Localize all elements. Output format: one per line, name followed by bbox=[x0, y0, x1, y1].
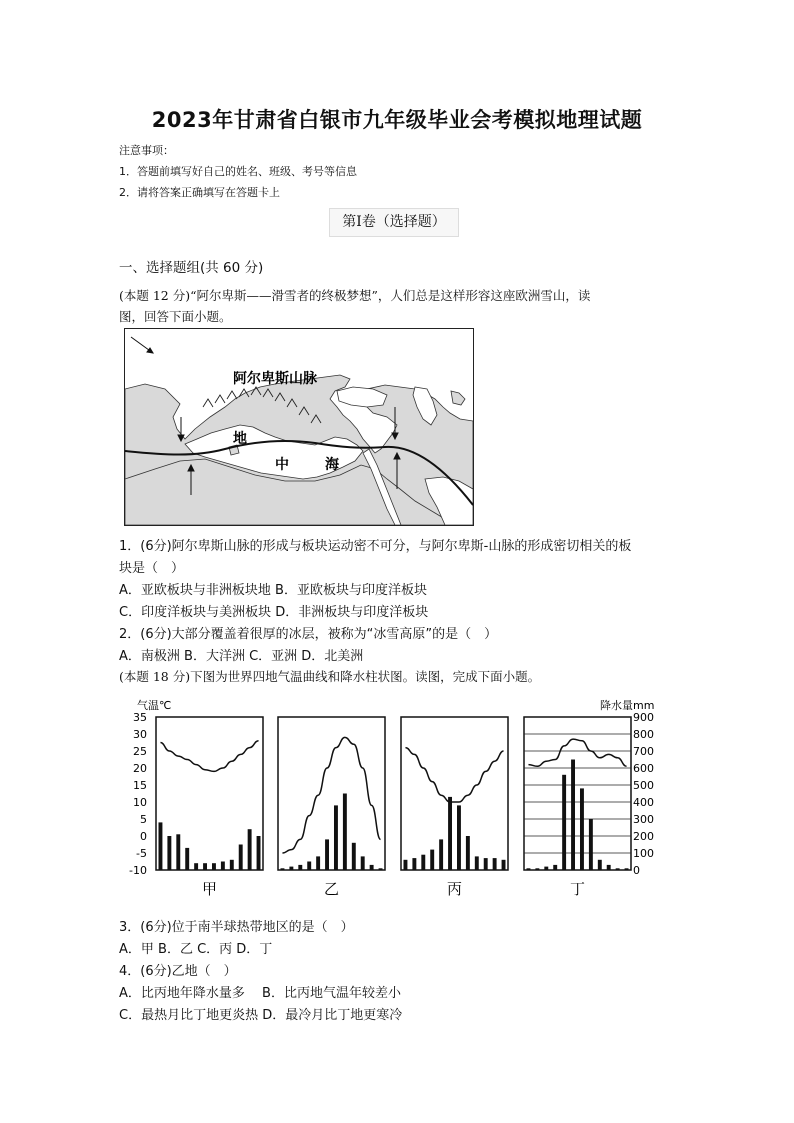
precip-bar bbox=[430, 850, 434, 870]
left-tick-label: 10 bbox=[133, 796, 147, 809]
left-tick-label: 5 bbox=[140, 813, 147, 826]
precip-bar bbox=[484, 858, 488, 870]
precip-bar bbox=[212, 863, 216, 870]
q2-stem: 2．(6分)大部分覆盖着很厚的冰层，被称为“冰雪高原”的是（ ） bbox=[119, 627, 498, 642]
left-tick-label: 30 bbox=[133, 728, 147, 741]
climate-panel-4 bbox=[524, 717, 631, 898]
q1-options-1: A．亚欧板块与非洲板块地 B．亚欧板块与印度洋板块 bbox=[119, 583, 427, 598]
precip-bar bbox=[502, 860, 506, 870]
precip-bar bbox=[361, 856, 365, 870]
left-tick-label: 15 bbox=[133, 779, 147, 792]
precip-bar bbox=[158, 822, 162, 870]
climate-panel-2 bbox=[278, 717, 385, 898]
right-tick-label: 200 bbox=[633, 830, 654, 843]
panel-name: 乙 bbox=[323, 880, 340, 898]
precip-bar bbox=[439, 839, 443, 870]
q1-line1: 1．(6分)阿尔卑斯山脉的形成与板块运动密不可分，与阿尔卑斯-山脉的形成密切相关的板 bbox=[119, 539, 632, 554]
precip-bar bbox=[194, 863, 198, 870]
left-tick-label: 35 bbox=[133, 711, 147, 724]
precip-bar bbox=[403, 860, 407, 870]
climate-charts bbox=[119, 696, 679, 905]
precip-bar bbox=[457, 805, 461, 870]
climate-panel-3 bbox=[401, 717, 508, 898]
precip-bar bbox=[493, 858, 497, 870]
right-tick-label: 400 bbox=[633, 796, 654, 809]
right-axis-label: 降水量mm bbox=[600, 699, 655, 712]
precip-bar bbox=[571, 760, 575, 871]
notice-item-2: 2．请将答案正确填写在答题卡上 bbox=[119, 186, 280, 199]
precip-bar bbox=[625, 868, 629, 870]
right-tick-label: 300 bbox=[633, 813, 654, 826]
left-tick-label: 20 bbox=[133, 762, 147, 775]
precip-bar bbox=[203, 863, 207, 870]
precip-bar bbox=[167, 836, 171, 870]
left-tick-label: -10 bbox=[129, 864, 147, 877]
precip-bar bbox=[230, 860, 234, 870]
precip-bar bbox=[289, 867, 293, 870]
precip-bar bbox=[343, 794, 347, 871]
right-tick-label: 800 bbox=[633, 728, 654, 741]
group1-intro-line1: (本题 12 分)“阿尔卑斯——滑雪者的终极梦想”，人们总是这样形容这座欧洲雪山，读 bbox=[119, 288, 591, 303]
section-title: 第I卷（选择题） bbox=[329, 208, 459, 237]
group-heading: 一、选择题组(共 60 分) bbox=[119, 260, 264, 276]
group1-intro-line2: 图，回答下面小题。 bbox=[119, 309, 232, 324]
left-axis-label: 气温℃ bbox=[137, 699, 172, 712]
q1-options-2: C．印度洋板块与美洲板块 D．非洲板块与印度洋板块 bbox=[119, 605, 429, 620]
precip-bar bbox=[379, 868, 383, 870]
alps-map bbox=[124, 328, 474, 526]
panel-name: 甲 bbox=[201, 880, 218, 898]
q3-options: A．甲 B．乙 C．丙 D．丁 bbox=[119, 942, 273, 957]
left-tick-label: 25 bbox=[133, 745, 147, 758]
group2-intro: (本题 18 分)下图为世界四地气温曲线和降水柱状图。读图，完成下面小题。 bbox=[119, 669, 541, 684]
panel-name: 丙 bbox=[446, 880, 463, 898]
precip-bar bbox=[448, 797, 452, 870]
right-tick-label: 500 bbox=[633, 779, 654, 792]
left-tick-label: -5 bbox=[136, 847, 147, 860]
precip-bar bbox=[280, 868, 284, 870]
alps-map-drawing bbox=[125, 329, 473, 525]
map-label-sea2: 中 bbox=[275, 457, 289, 473]
q1-line2: 块是（ ） bbox=[119, 561, 185, 576]
right-tick-label: 100 bbox=[633, 847, 654, 860]
precip-bar bbox=[316, 856, 320, 870]
map-label-alps: 阿尔卑斯山脉 bbox=[233, 371, 317, 387]
precip-bar bbox=[185, 848, 189, 870]
precip-bar bbox=[307, 862, 311, 871]
precip-bar bbox=[607, 865, 611, 870]
precip-bar bbox=[553, 865, 557, 870]
right-tick-label: 600 bbox=[633, 762, 654, 775]
precip-bar bbox=[544, 867, 548, 870]
climate-panel-1 bbox=[156, 717, 263, 898]
panel-frame bbox=[156, 717, 263, 870]
precip-bar bbox=[580, 788, 584, 870]
precip-bar bbox=[562, 775, 566, 870]
map-label-sea3: 海 bbox=[325, 457, 339, 473]
right-tick-label: 900 bbox=[633, 711, 654, 724]
precip-bar bbox=[325, 839, 329, 870]
precip-bar bbox=[370, 865, 374, 870]
precip-bar bbox=[475, 856, 479, 870]
climate-charts-svg bbox=[119, 696, 679, 901]
precip-bar bbox=[248, 829, 252, 870]
left-tick-label: 0 bbox=[140, 830, 147, 843]
q4-options-1: A．比丙地年降水量多 B．比丙地气温年较差小 bbox=[119, 986, 401, 1001]
precip-bar bbox=[334, 805, 338, 870]
precip-bar bbox=[616, 868, 620, 870]
q2-options: A．南极洲 B．大洋洲 C．亚洲 D．北美洲 bbox=[119, 649, 364, 664]
precip-bar bbox=[221, 862, 225, 871]
right-tick-label: 0 bbox=[633, 864, 640, 877]
precip-bar bbox=[535, 868, 539, 870]
precip-bar bbox=[352, 843, 356, 870]
panel-frame bbox=[401, 717, 508, 870]
page-title: 2023年甘肃省白银市九年级毕业会考模拟地理试题 bbox=[151, 108, 643, 132]
precip-bar bbox=[298, 865, 302, 870]
precip-bar bbox=[598, 860, 602, 870]
precip-bar bbox=[239, 845, 243, 871]
precip-bar bbox=[526, 868, 530, 870]
precip-bar bbox=[412, 858, 416, 870]
panel-name: 丁 bbox=[569, 880, 586, 898]
precip-bar bbox=[466, 836, 470, 870]
q4-options-2: C．最热月比丁地更炎热 D．最冷月比丁地更寒冷 bbox=[119, 1008, 403, 1023]
notice-heading: 注意事项： bbox=[119, 144, 174, 157]
map-label-sea1: 地 bbox=[233, 431, 247, 447]
right-tick-label: 700 bbox=[633, 745, 654, 758]
precip-bar bbox=[589, 819, 593, 870]
q3-stem: 3．(6分)位于南半球热带地区的是（ ） bbox=[119, 920, 354, 935]
precip-bar bbox=[176, 834, 180, 870]
precip-bar bbox=[421, 855, 425, 870]
precip-bar bbox=[257, 836, 261, 870]
q4-stem: 4．(6分)乙地（ ） bbox=[119, 964, 237, 979]
notice-item-1: 1．答题前填写好自己的姓名、班级、考号等信息 bbox=[119, 165, 357, 178]
